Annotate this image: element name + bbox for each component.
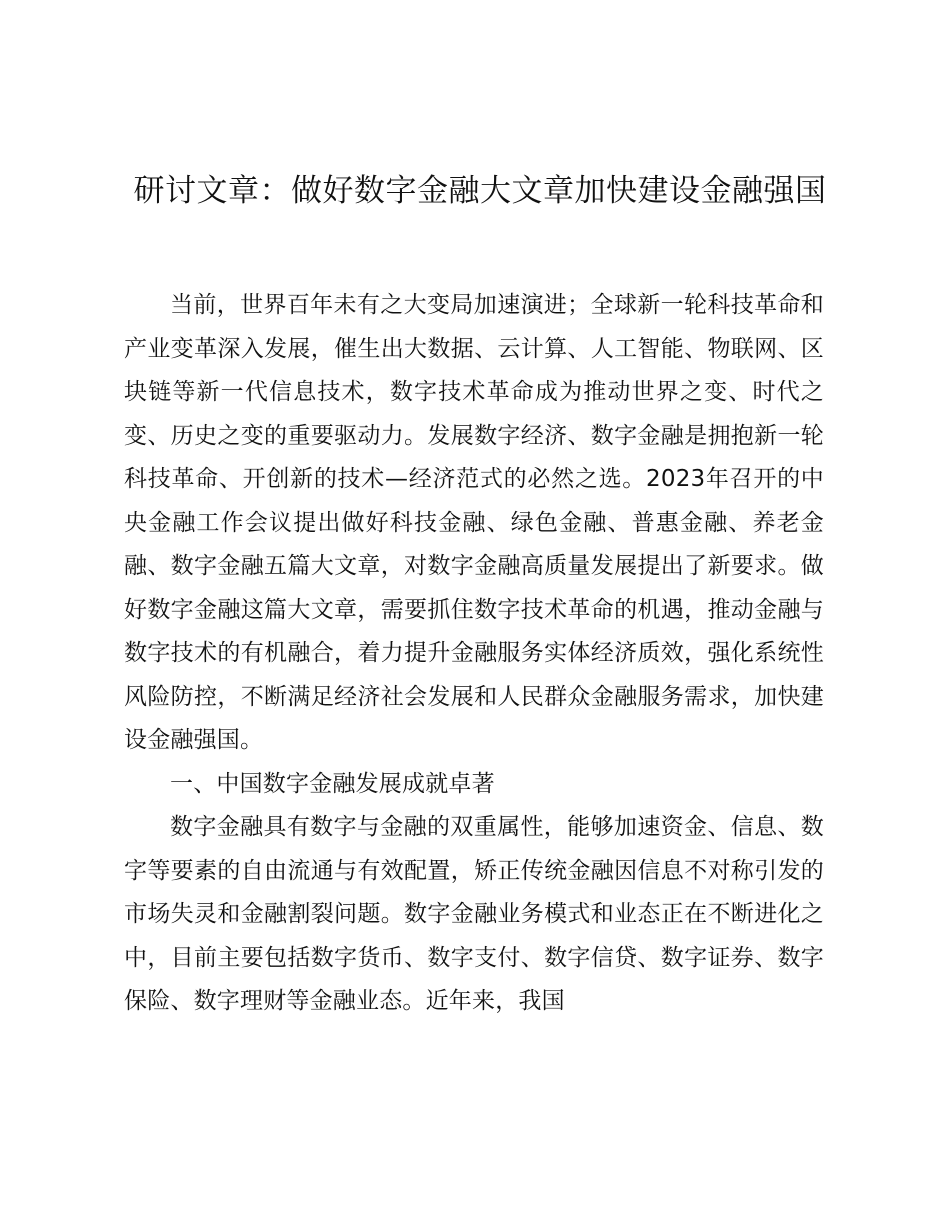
section-paragraph: 数字金融具有数字与金融的双重属性，能够加速资金、信息、数字等要素的自由流通与有效配置，矫正传统金融因信息不对称引发的市场失灵和金融割裂问题。数字金融业务模式和业态正在不断进化之中，目前主要包括数字货币、数字支付、数字信贷、数字证券、数字保险、数字理财等金融业态。近年来，我国 xyxy=(124,814,824,1014)
intro-paragraph: 当前，世界百年未有之大变局加速演进；全球新一轮科技革命和产业变革深入发展，催生出大数据、云计算、人工智能、物联网、区块链等新一代信息技术，数字技术革命成为推动世界之变、时代之变、历史之变的重要驱动力。发展数字经济、数字金融是拥抱新一轮科技革命、开创新的技术—经济范式的必然之选。2023年召开的中央金融工作会议提出做好科技金融、绿色金融、普惠金融、养老金融、数字金融五篇大文章，对数字金融高质量发展提出了新要求。做好数字金融这篇大文章，需要抓住数字技术革命的机遇，推动金融与数字技术的有机融合，着力提升金融服务实体经济质效，强化系统性风险防控，不断满足经济社会发展和人民群众金融服务需求，加快建设金融强国。 xyxy=(124,292,824,753)
document-body xyxy=(124,284,824,1024)
document-title: 研讨文章：做好数字金融大文章加快建设金融强国 xyxy=(133,173,827,209)
section-heading: 一、中国数字金融发展成就卓著 xyxy=(170,770,495,797)
